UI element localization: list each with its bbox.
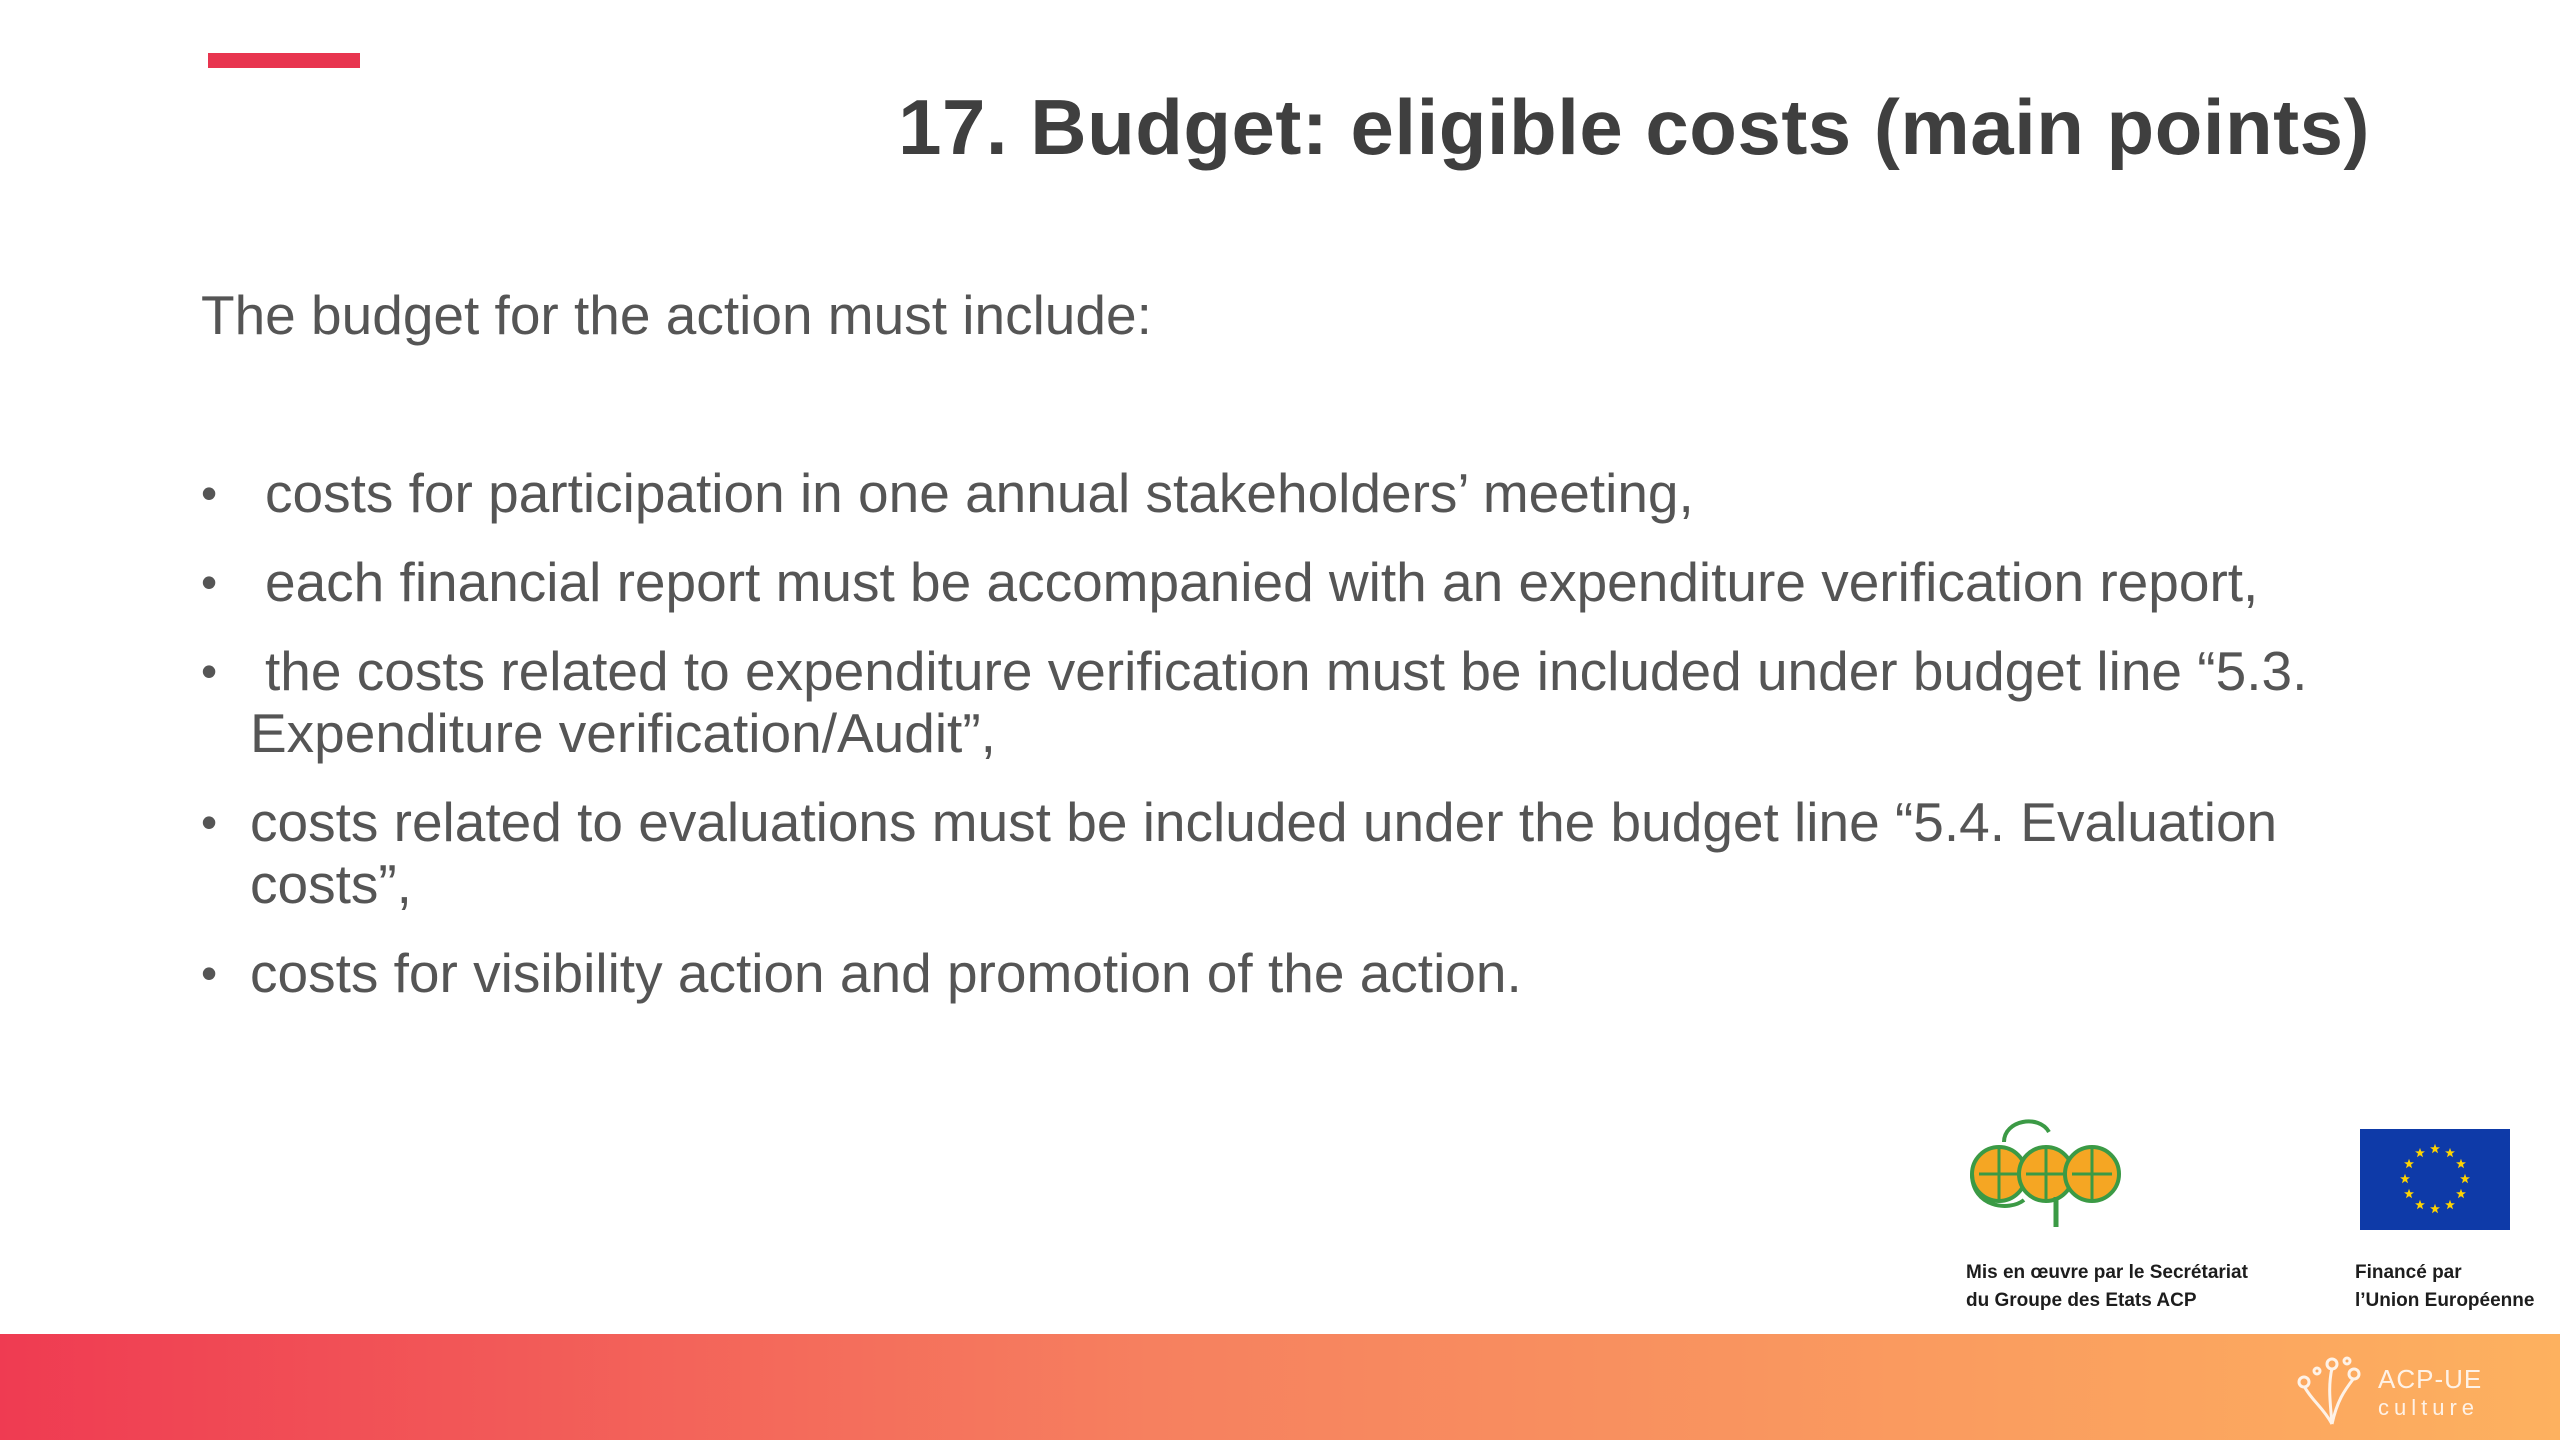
bullet-text: each financial report must be accompanied with an expenditure verification report, <box>265 551 2259 613</box>
list-item <box>201 942 2421 1004</box>
title-accent-bar <box>208 53 360 68</box>
list-item <box>201 791 2421 915</box>
list-item <box>201 462 2421 524</box>
acp-caption <box>1966 1259 2248 1315</box>
bullet-icon: • <box>201 645 218 697</box>
bullet-list <box>201 462 2421 1031</box>
band-logo-line1: ACP-UE <box>2378 1364 2483 1394</box>
bullet-icon: • <box>201 947 218 999</box>
eu-caption <box>2355 1259 2534 1315</box>
eu-caption-line2: l’Union Européenne <box>2355 1290 2535 1311</box>
bullet-text: costs for participation in one annual stakeholders’ meeting, <box>265 462 1694 524</box>
bullet-text: costs related to evaluations must be included under the budget line “5.4. Evaluation costs”, <box>250 791 2278 915</box>
bullet-icon: • <box>201 467 218 519</box>
list-item <box>201 551 2421 613</box>
bullet-text: the costs related to expenditure verification must be included under budget line “5.3. Expenditure verification/Audit”, <box>250 640 2308 764</box>
bullet-icon: • <box>201 796 218 848</box>
slide-title: 17. Budget: eligible costs (main points) <box>898 83 2370 171</box>
acp-caption-line2: du Groupe des Etats ACP <box>1966 1290 2197 1311</box>
eu-flag-icon <box>2360 1129 2510 1230</box>
acp-logo-text: acp <box>1964 1112 1966 1113</box>
acp-logo-icon <box>1964 1112 2132 1230</box>
list-item <box>201 640 2421 764</box>
bottom-gradient-band <box>0 1334 2560 1440</box>
bullet-text: costs for visibility action and promotion of the action. <box>250 942 1522 1004</box>
acp-caption-line1: Mis en œuvre par le Secrétariat <box>1966 1262 2248 1283</box>
band-logo-line2: culture <box>2378 1395 2480 1420</box>
bullet-icon: • <box>201 556 218 608</box>
eu-caption-line1: Financé par <box>2355 1262 2462 1283</box>
intro-text: The budget for the action must include: <box>201 284 1152 346</box>
